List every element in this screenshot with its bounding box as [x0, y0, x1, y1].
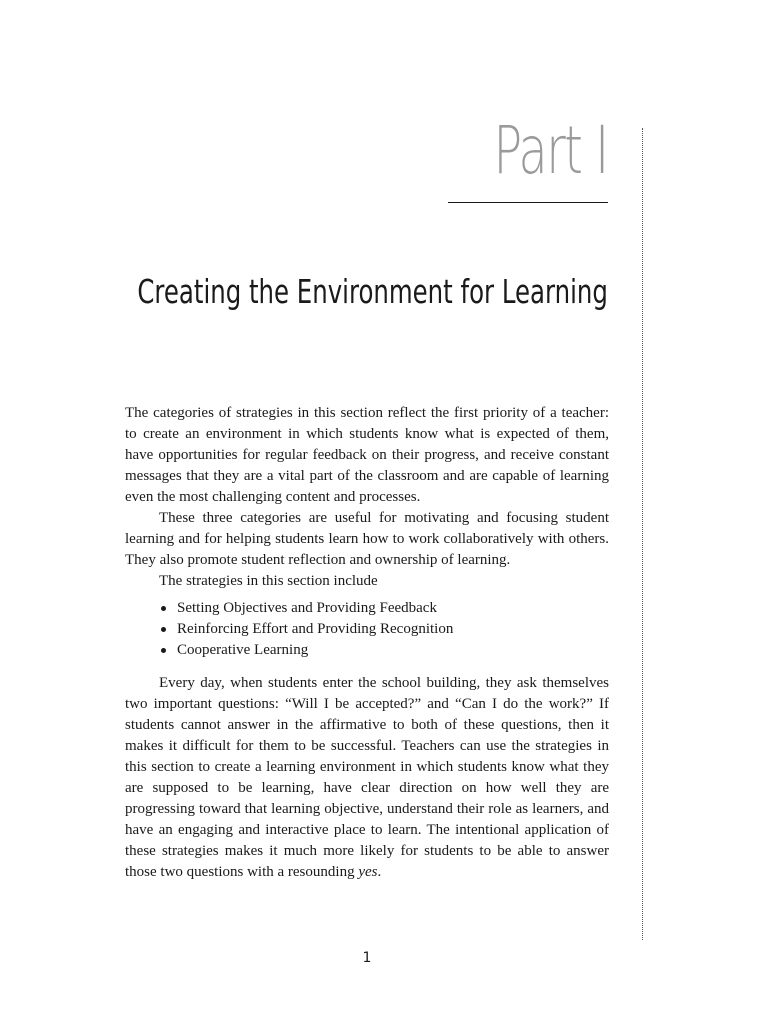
- questions-paragraph-text: Every day, when students enter the school building, they ask themselves two important questions: “Will I be accepted?” and “Can I do the work?” If students cannot answer in the affirmative to both of these questions, then it makes it difficult for them to be successful. Teachers can use the strategies in this section to create a learning environment in which students know what they are supposed to be learning, have clear direction on how well they are progressing toward that learning objective, understand their role as learners, and have an engaging and interactive place to learn. The intentional application of these strategies makes it much more likely for students to be able to answer those two questions with a resounding: [125, 675, 609, 880]
- part-label: Part I: [493, 112, 608, 189]
- page-number: 1: [362, 950, 372, 966]
- intro-paragraph: The categories of strategies in this section reflect the first priority of a teacher: to create an environment in which students know what is expected of them, have opportunities for regular feedback on their progress, and receive constant messages that they are a vital part of the classroom and are capable of learning even the most challenging content and processes.: [125, 405, 609, 505]
- list-item: Setting Objectives and Providing Feedback: [159, 598, 609, 619]
- questions-paragraph: [125, 673, 609, 883]
- side-dotted-rule: [642, 128, 643, 940]
- strategies-lead: The strategies in this section include: [159, 573, 378, 589]
- list-item: Cooperative Learning: [159, 640, 609, 661]
- paragraph-end: .: [377, 864, 382, 880]
- categories-paragraph: These three categories are useful for motivating and focusing student learning and for helping students learn how to work collaboratively with others. They also promote student reflection and ownership of learning.: [125, 510, 609, 568]
- list-item: Reinforcing Effort and Providing Recognition: [159, 619, 609, 640]
- strategies-list: [125, 598, 609, 661]
- emphasis-yes: yes: [358, 864, 378, 880]
- part-rule: [448, 202, 608, 203]
- chapter-title: Creating the Environment for Learning: [137, 272, 608, 311]
- body-text: [125, 403, 609, 883]
